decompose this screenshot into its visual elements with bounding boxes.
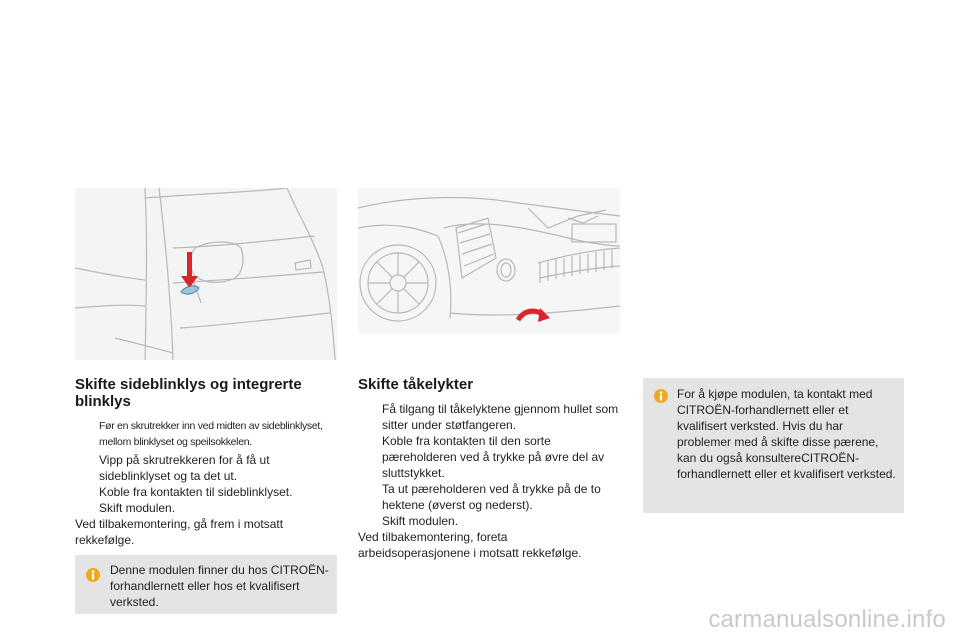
reassembly-note: Ved tilbakemontering, foreta arbeidsoperasjonene i motsatt rekkefølge.: [358, 530, 582, 560]
curved-arrow-head: [538, 308, 550, 322]
list-item: Koble fra kontakten til den sorte pæreholderen ved å trykke på øvre del av sluttstykket.: [382, 434, 605, 480]
arrow-shaft: [187, 252, 192, 278]
info-text: Denne modulen finner du hos CITROËN-forhandlernett eller hos et kvalifisert verksted.: [110, 563, 329, 609]
fog-lamp-section: [358, 376, 620, 561]
list-item: Før en skrutrekker inn ved midten av sideblinklyset, mellom blinklyset og speilsokkelen.: [99, 420, 323, 448]
list-item: Koble fra kontakten til sideblinklyset.: [99, 485, 293, 499]
list-item: Skift modulen.: [99, 501, 176, 515]
list-item: Skift modulen.: [382, 514, 459, 528]
reassembly-note: Ved tilbakemontering, gå frem i motsatt rekkefølge.: [75, 517, 284, 547]
info-icon: [654, 389, 668, 403]
side-indicator-illustration: [75, 188, 337, 360]
info-box-module: [75, 555, 337, 614]
car-side-drawing: [75, 188, 337, 360]
step-list: [75, 418, 337, 516]
side-indicator-section: [75, 376, 337, 548]
info-icon: [86, 568, 100, 582]
info-box-purchase: [643, 378, 904, 513]
side-indicator-lamp: [181, 286, 199, 294]
list-item: Få tilgang til tåkelyktene gjennom hullet som sitter under støtfangeren.: [382, 402, 619, 432]
watermark: carmanualsonline.info: [708, 606, 946, 633]
fog-lamp-illustration: [358, 188, 620, 333]
section-title: Skifte sideblinklys og integrerte blinklys: [75, 376, 302, 410]
car-front-drawing: [358, 188, 620, 333]
list-item: Vipp på skrutrekkeren for å få ut sideblinklyset og ta det ut.: [99, 453, 270, 483]
step-list: [358, 401, 620, 529]
section-title: Skifte tåkelykter: [358, 376, 474, 393]
info-text: For å kjøpe modulen, ta kontakt med CITROËN-forhandlernett eller et kvalifisert verksted. Hvis du har problemer med å skifte disse pærene, kan du også konsultereCITROËN-forhandlernett eller et kvalifisert verksted.: [677, 387, 896, 481]
list-item: Ta ut pæreholderen ved å trykke på de to hektene (øverst og nederst).: [382, 482, 601, 512]
